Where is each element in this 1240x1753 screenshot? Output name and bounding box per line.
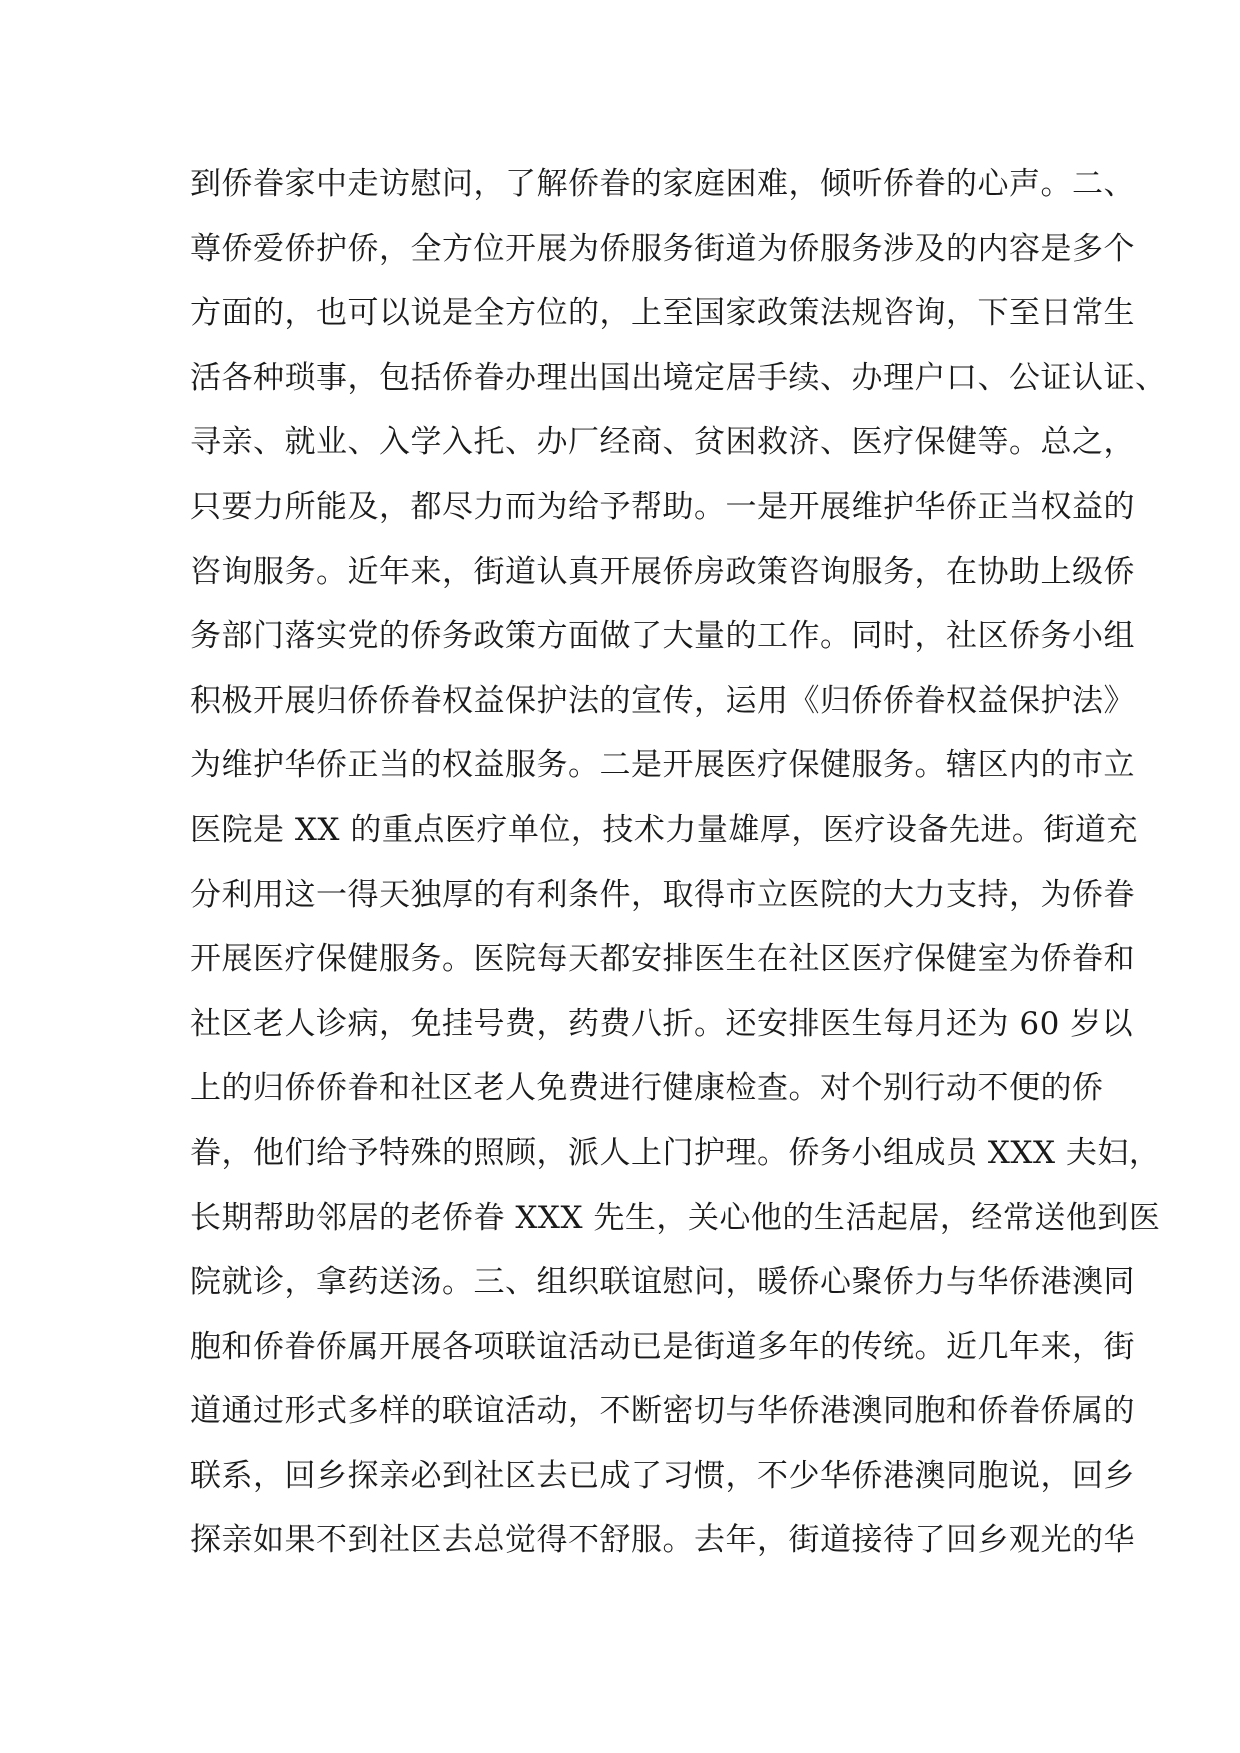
text-line: 上的归侨侨眷和社区老人免费进行健康检查。对个别行动不便的侨 [190, 1070, 1104, 1107]
text-line: 咨询服务。近年来，街道认真开展侨房政策咨询服务，在协助上级侨 [190, 553, 1135, 590]
text-line: 院就诊，拿药送汤。三、组织联谊慰问，暖侨心聚侨力与华侨港澳同 [190, 1264, 1135, 1301]
text-line: 开展医疗保健服务。医院每天都安排医生在社区医疗保健室为侨眷和 [190, 941, 1135, 978]
text-line: 方面的，也可以说是全方位的，上至国家政策法规咨询，下至日常生 [190, 295, 1135, 332]
text-line: 眷，他们给予特殊的照顾，派人上门护理。侨务小组成员 XXX 夫妇， [190, 1134, 1161, 1171]
text-line: 尊侨爱侨护侨，全方位开展为侨服务街道为侨服务涉及的内容是多个 [190, 230, 1135, 267]
text-line: 只要力所能及，都尽力而为给予帮助。一是开展维护华侨正当权益的 [190, 488, 1135, 525]
text-line: 为维护华侨正当的权益服务。二是开展医疗保健服务。辖区内的市立 [190, 747, 1135, 784]
text-line: 长期帮助邻居的老侨眷 XXX 先生，关心他的生活起居，经常送他到医 [190, 1199, 1161, 1236]
text-line: 到侨眷家中走访慰问，了解侨眷的家庭困难，倾听侨眷的心声。二、 [190, 166, 1135, 202]
text-line: 活各种琐事，包括侨眷办理出国出境定居手续、办理户口、公证认证、 [190, 359, 1167, 396]
text-line: 分利用这一得天独厚的有利条件，取得市立医院的大力支持，为侨眷 [190, 876, 1135, 913]
text-line: 探亲如果不到社区去总觉得不舒服。去年，街道接待了回乡观光的华 [190, 1522, 1135, 1559]
text-line: 联系，回乡探亲必到社区去已成了习惯，不少华侨港澳同胞说，回乡 [190, 1457, 1135, 1494]
text-line: 务部门落实党的侨务政策方面做了大量的工作。同时，社区侨务小组 [190, 618, 1135, 655]
text-line: 社区老人诊病，免挂号费，药费八折。还安排医生每月还为 60 岁以 [190, 1005, 1134, 1042]
text-line: 寻亲、就业、入学入托、办厂经商、贫困救济、医疗保健等。总之， [190, 424, 1135, 461]
text-line: 道通过形式多样的联谊活动，不断密切与华侨港澳同胞和侨眷侨属的 [190, 1393, 1135, 1430]
text-line: 胞和侨眷侨属开展各项联谊活动已是街道多年的传统。近几年来，街 [190, 1328, 1135, 1365]
text-line: 积极开展归侨侨眷权益保护法的宣传，运用《归侨侨眷权益保护法》 [190, 682, 1135, 719]
body-text [190, 152, 1167, 1573]
text-line: 医院是 XX 的重点医疗单位，技术力量雄厚，医疗设备先进。街道充 [190, 811, 1138, 848]
